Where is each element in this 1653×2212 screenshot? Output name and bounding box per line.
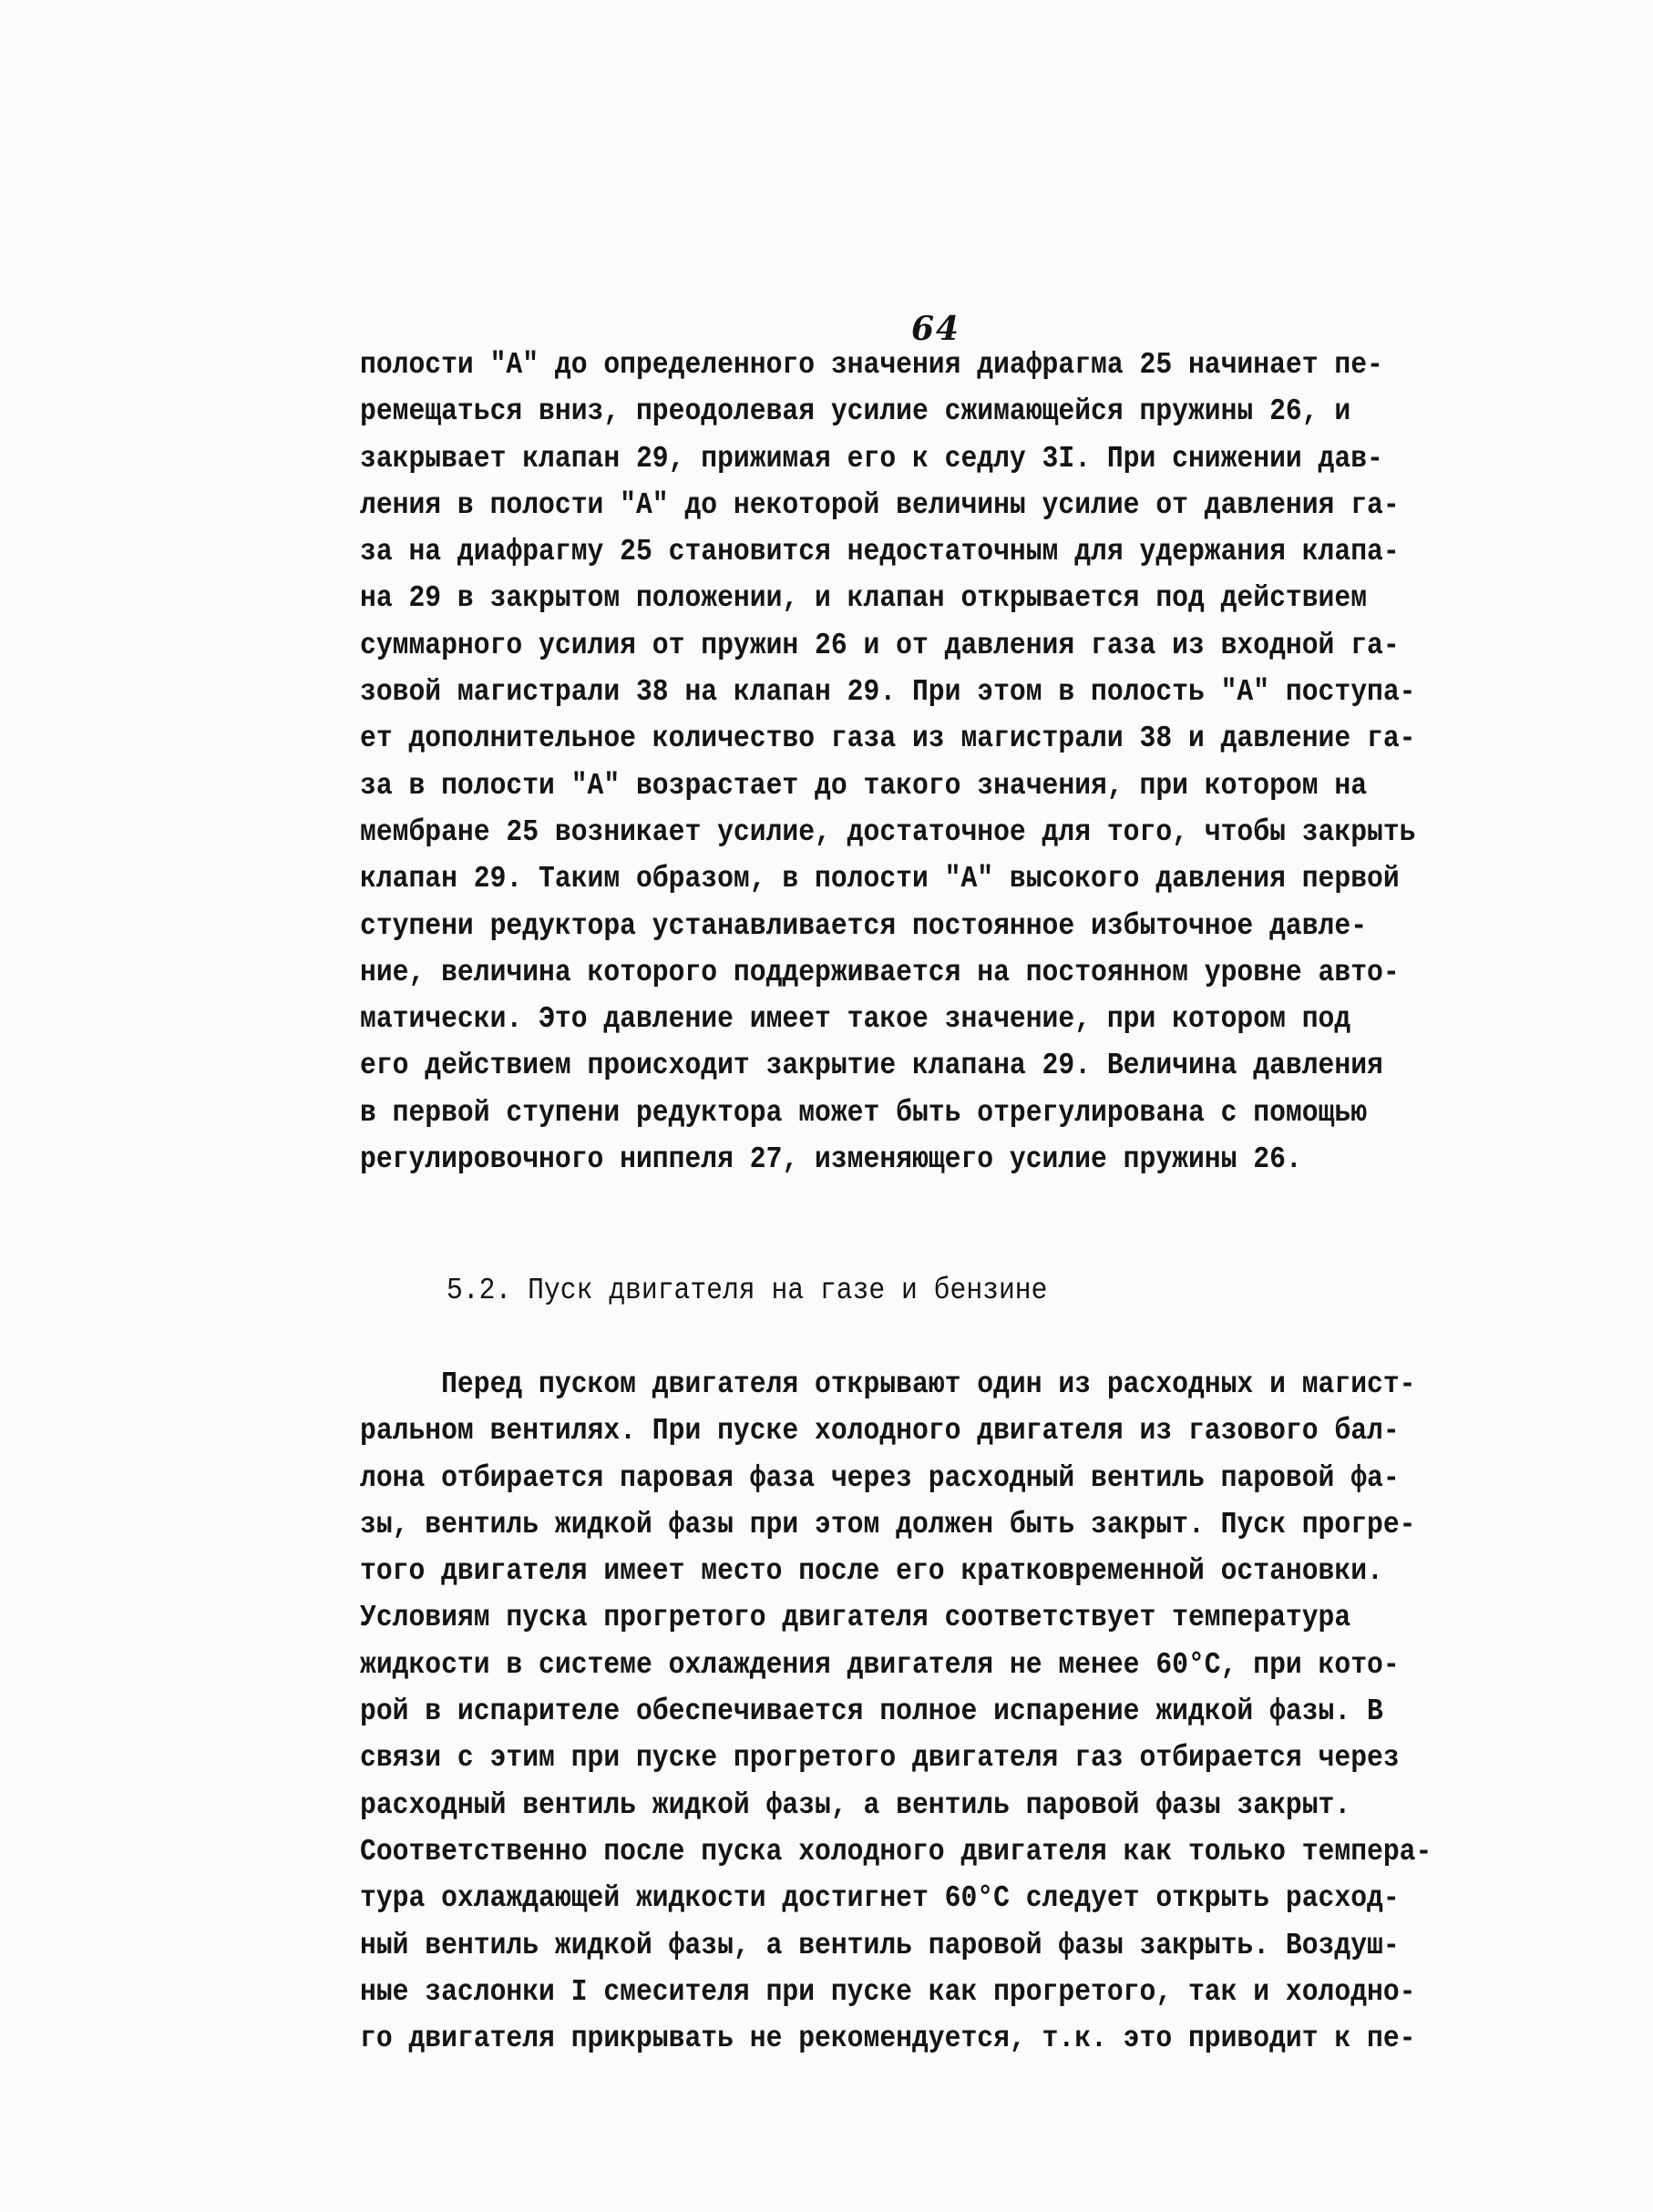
section-heading: 5.2. Пуск двигателя на газе и бензине bbox=[447, 1274, 1048, 1307]
text-line: Соответственно после пуска холодного двигателя как только темпера- bbox=[360, 1834, 1432, 1869]
text-line: зовой магистрали 38 на клапан 29. При этом в полость "А" поступа- bbox=[360, 675, 1416, 710]
text-line: ральном вентилях. При пуске холодного двигателя из газового бал- bbox=[360, 1414, 1400, 1449]
text-line: ступени редуктора устанавливается постоянное избыточное давле- bbox=[360, 908, 1368, 943]
text-line: тура охлаждающей жидкости достигнет 60°С следует открыть расход- bbox=[360, 1881, 1400, 1916]
text-line: закрывает клапан 29, прижимая его к седлу 3I. При снижении дав- bbox=[360, 441, 1383, 476]
text-line: зы, вентиль жидкой фазы при этом должен быть закрыт. Пуск прогре- bbox=[360, 1507, 1416, 1541]
text-line: в первой ступени редуктора может быть отрегулирована с помощью bbox=[360, 1095, 1368, 1130]
text-line: жидкости в системе охлаждения двигателя не менее 60°С, при кото- bbox=[360, 1647, 1400, 1682]
text-line: ный вентиль жидкой фазы, а вентиль паровой фазы закрыть. Воздуш- bbox=[360, 1928, 1400, 1962]
text-line: за в полости "А" возрастает до такого значения, при котором на bbox=[360, 768, 1368, 803]
text-line: полости "А" до определенного значения диафрагма 25 начинает пе- bbox=[360, 348, 1383, 382]
paragraph-reducer-pressure bbox=[360, 342, 1581, 1183]
text-line: Перед пуском двигателя открывают один из расходных и магист- bbox=[360, 1367, 1416, 1401]
text-line: ления в полости "А" до некоторой величины усилие от давления га- bbox=[360, 487, 1400, 522]
text-line: матически. Это давление имеет такое значение, при котором под bbox=[360, 1002, 1351, 1037]
paragraph-engine-start bbox=[360, 1361, 1581, 2062]
text-line: мембране 25 возникает усилие, достаточное для того, чтобы закрыть bbox=[360, 814, 1416, 849]
text-line: расходный вентиль жидкой фазы, а вентиль паровой фазы закрыт. bbox=[360, 1787, 1351, 1822]
text-line: ние, величина которого поддерживается на постоянном уровне авто- bbox=[360, 955, 1400, 989]
text-line: го двигателя прикрывать не рекомендуется, т.к. это приводит к пе- bbox=[360, 2022, 1416, 2056]
text-line: регулировочного ниппеля 27, изменяющего усилие пружины 26. bbox=[360, 1142, 1302, 1177]
text-line: связи с этим при пуске прогретого двигателя газ отбирается через bbox=[360, 1741, 1400, 1776]
text-line: лона отбирается паровая фаза через расходный вентиль паровой фа- bbox=[360, 1460, 1400, 1495]
text-line: суммарного усилия от пружин 26 и от давления газа из входной га- bbox=[360, 628, 1400, 662]
page-number: 64 bbox=[911, 310, 961, 348]
text-line: рой в испарителе обеспечивается полное испарение жидкой фазы. В bbox=[360, 1695, 1383, 1729]
text-line: того двигателя имеет место после его кратковременной остановки. bbox=[360, 1554, 1383, 1589]
text-line: ремещаться вниз, преодолевая усилие сжимающейся пружины 26, и bbox=[360, 394, 1351, 429]
text-line: его действием происходит закрытие клапана 29. Величина давления bbox=[360, 1049, 1383, 1083]
text-line: за на диафрагму 25 становится недостаточным для удержания клапа- bbox=[360, 535, 1400, 569]
text-line: на 29 в закрытом положении, и клапан открывается под действием bbox=[360, 581, 1368, 616]
text-line: ет дополнительное количество газа из магистрали 38 и давление га- bbox=[360, 722, 1416, 756]
text-line: Условиям пуска прогретого двигателя соответствует температура bbox=[360, 1601, 1351, 1635]
text-line: ные заслонки I смесителя при пуске как прогретого, так и холодно- bbox=[360, 1974, 1416, 2009]
text-line: клапан 29. Таким образом, в полости "А" высокого давления первой bbox=[360, 862, 1400, 896]
